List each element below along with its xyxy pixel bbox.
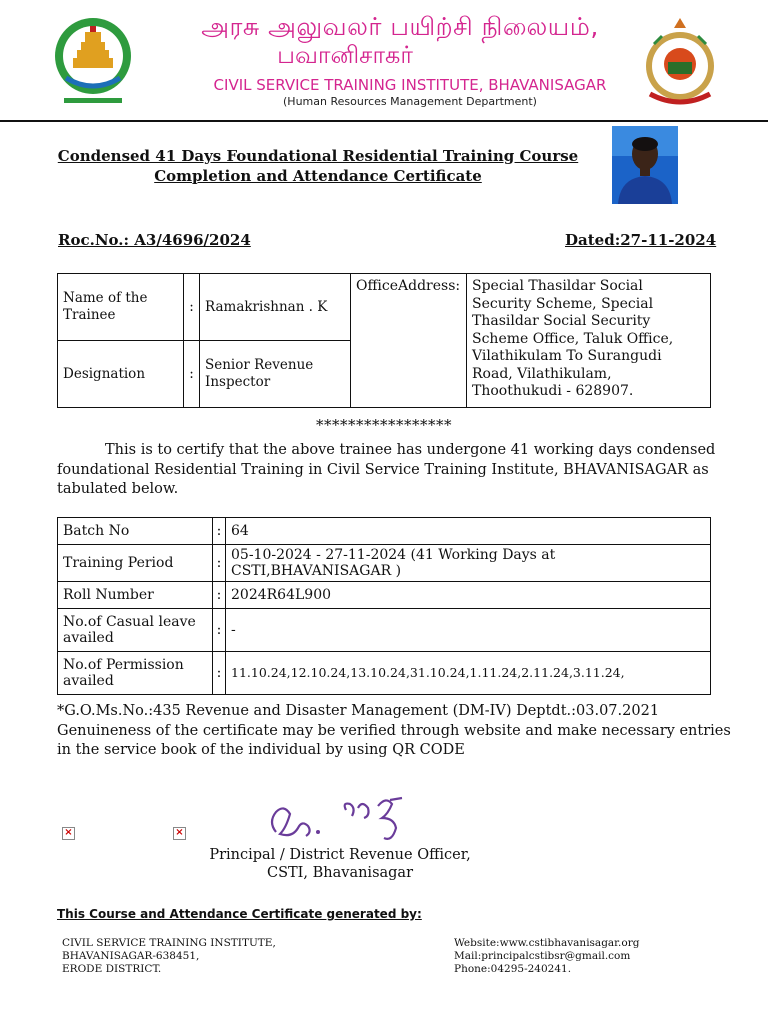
address-line: ERODE DISTRICT. bbox=[62, 963, 162, 975]
genuineness-note: Genuineness of the certificate may be verified through website and make necessary entries in the service book of the individual by using QR CODE bbox=[57, 722, 731, 758]
table-row bbox=[58, 518, 711, 545]
trainee-details-table bbox=[57, 273, 711, 408]
table-row bbox=[58, 582, 711, 609]
signatory-title: Principal / District Revenue Officer, bbox=[209, 847, 471, 863]
header-divider bbox=[0, 120, 768, 122]
address-line: CIVIL SERVICE TRAINING INSTITUTE, bbox=[62, 937, 276, 949]
trainee-name-value: Ramakrishnan . K bbox=[200, 274, 351, 341]
tamil-nadu-emblem-logo bbox=[52, 14, 134, 106]
permission-value: 11.10.24,12.10.24,13.10.24,31.10.24,1.11.24,2.11.24,3.11.24, bbox=[226, 652, 711, 695]
colon: : bbox=[184, 341, 200, 408]
colon: : bbox=[213, 582, 226, 609]
batch-no-value: 64 bbox=[226, 518, 711, 545]
certificate-date: Dated:27-11-2024 bbox=[565, 231, 717, 249]
separator-stars: ***************** bbox=[316, 416, 452, 434]
permission-label: No.of Permission availed bbox=[58, 652, 213, 695]
batch-no-label: Batch No bbox=[58, 518, 213, 545]
trainee-name-label: Name of the Trainee bbox=[58, 274, 184, 341]
csti-emblem-logo bbox=[640, 14, 720, 110]
phone-text: Phone:04295-240241. bbox=[454, 963, 572, 975]
trainee-photo bbox=[612, 126, 678, 204]
signature-image bbox=[262, 788, 422, 848]
certification-statement bbox=[57, 441, 717, 500]
email-text: Mail:principalcstibsr@gmail.com bbox=[454, 950, 631, 962]
address-line: BHAVANISAGAR-638451, bbox=[62, 950, 200, 962]
reference-number: Roc.No.: A3/4696/2024 bbox=[58, 231, 251, 249]
certificate-title-line1: Condensed 41 Days Foundational Residential Training Course bbox=[57, 147, 579, 165]
department-name: (Human Resources Management Department) bbox=[283, 95, 537, 108]
table-row bbox=[58, 609, 711, 652]
office-address-label: OfficeAddress: bbox=[351, 274, 467, 408]
designation-label: Designation bbox=[58, 341, 184, 408]
broken-image-icon: × bbox=[62, 827, 75, 840]
colon: : bbox=[213, 518, 226, 545]
table-row bbox=[58, 652, 711, 695]
roll-number-value: 2024R64L900 bbox=[226, 582, 711, 609]
certificate-title-line2: Completion and Attendance Certificate bbox=[154, 167, 482, 185]
institute-name: CIVIL SERVICE TRAINING INSTITUTE, BHAVANISAGAR bbox=[213, 76, 607, 94]
certificate-title bbox=[40, 146, 596, 186]
office-address-value: Special Thasildar Social Security Scheme, Special Thasildar Social Security Scheme Office, Taluk Office, Vilathikulam To Surangudi Road, Vilathikulam, Thoothukudi - 628907. bbox=[467, 274, 711, 408]
casual-leave-label: No.of Casual leave availed bbox=[58, 609, 213, 652]
table-row bbox=[58, 545, 711, 582]
colon: : bbox=[213, 545, 226, 582]
roll-number-label: Roll Number bbox=[58, 582, 213, 609]
designation-value: Senior Revenue Inspector bbox=[200, 341, 351, 408]
generated-by-heading: This Course and Attendance Certificate generated by: bbox=[57, 907, 422, 921]
colon: : bbox=[213, 652, 226, 695]
notes bbox=[57, 702, 737, 761]
website-text: Website:www.cstibhavanisagar.org bbox=[454, 937, 640, 949]
training-details-table bbox=[57, 517, 711, 695]
casual-leave-value: - bbox=[226, 609, 711, 652]
colon: : bbox=[184, 274, 200, 341]
tamil-institute-name-line2: பவானிசாகர் bbox=[277, 41, 413, 69]
tamil-institute-name-line1: அரசு அலுவலர் பயிற்சி நிலையம், bbox=[201, 12, 599, 41]
broken-image-icon: × bbox=[173, 827, 186, 840]
institute-address bbox=[62, 937, 276, 976]
signatory-office: CSTI, Bhavanisagar bbox=[266, 865, 414, 881]
certification-text: This is to certify that the above trainee has undergone 41 working days condensed foundational Residential Training in Civil Service Training Institute, BHAVANISAGAR as tabulated below. bbox=[57, 442, 716, 497]
colon: : bbox=[213, 609, 226, 652]
institute-contact bbox=[454, 937, 639, 976]
training-period-label: Training Period bbox=[58, 545, 213, 582]
training-period-value: 05-10-2024 - 27-11-2024 (41 Working Days at CSTI,BHAVANISAGAR ) bbox=[226, 545, 711, 582]
go-reference: *G.O.Ms.No.:435 Revenue and Disaster Management (DM-IV) Deptdt.:03.07.2021 bbox=[57, 703, 660, 719]
